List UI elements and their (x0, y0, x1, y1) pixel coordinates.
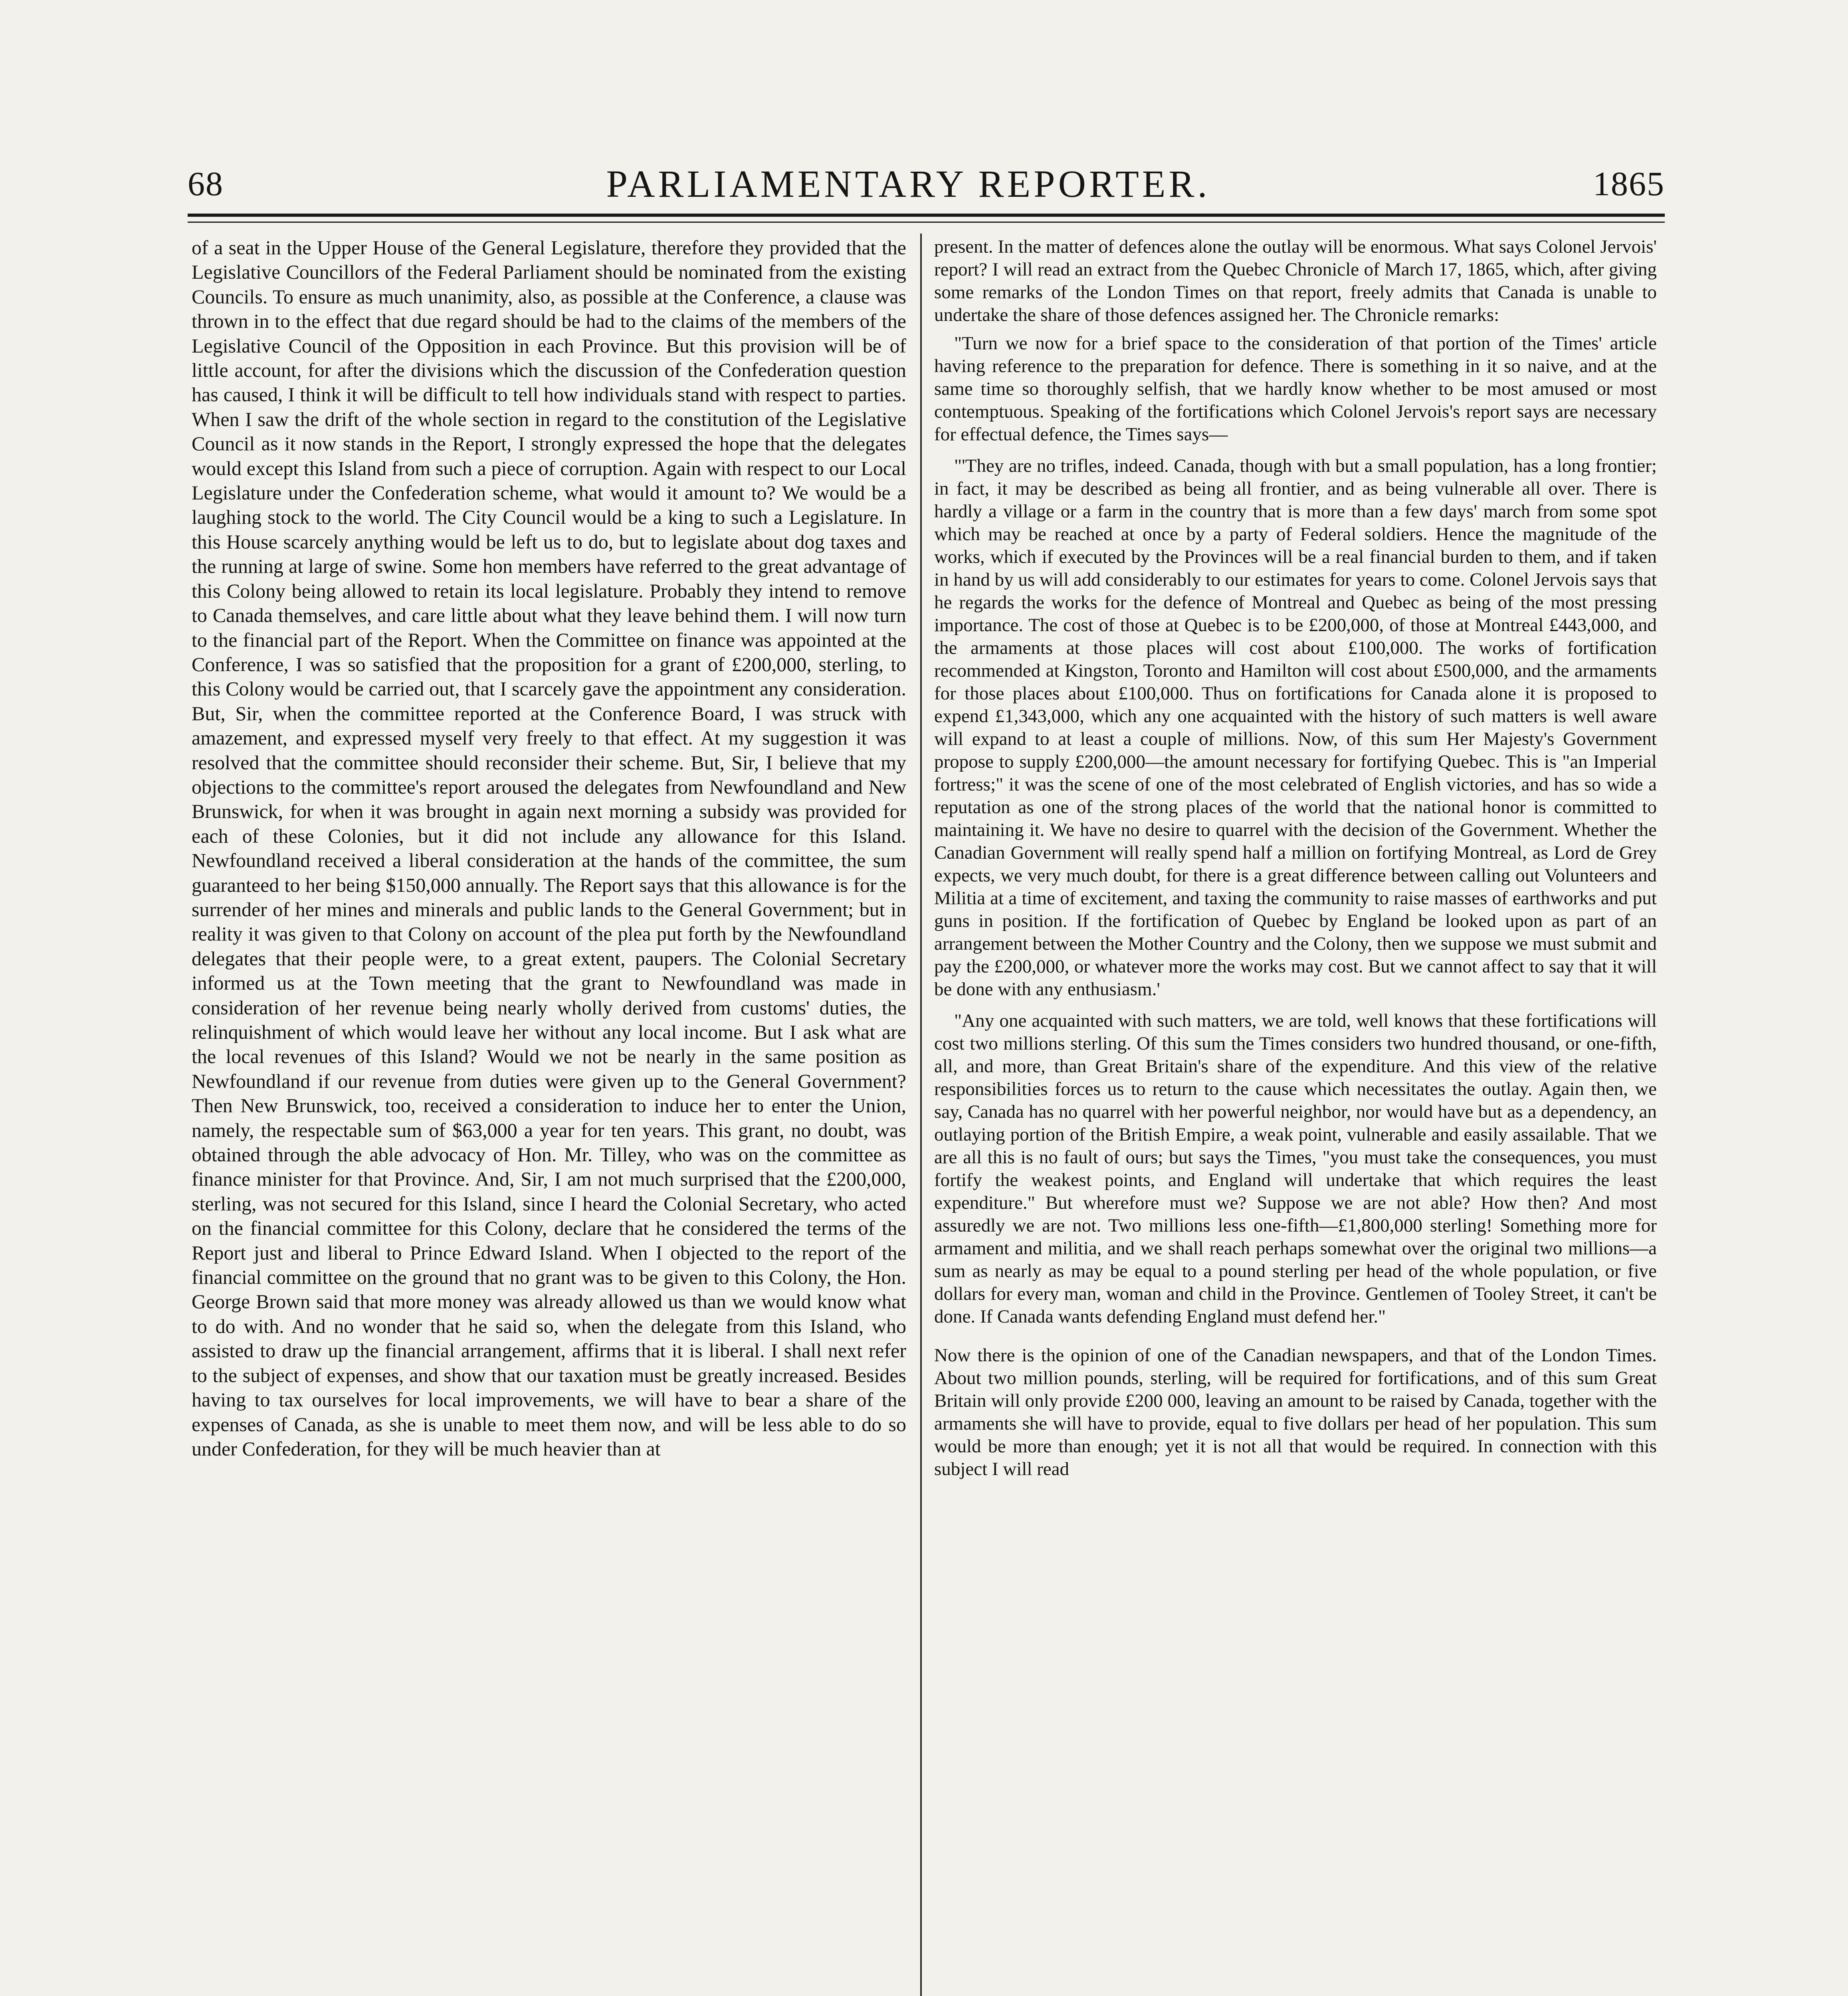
quoted-passage-chronicle: "Turn we now for a brief space to the consideration of that portion of the Times' article having reference to the preparation for defence. There is something in it so naive, and at the same time so thoroughly selfish, that we hardly know whether to be most amused or most contemptuous. Speaking of the fortifications which Colonel Jervois's report says are necessary for effectual defence, the Times says— (934, 333, 1657, 445)
quoted-passage-chronicle-continued: "Any one acquainted with such matters, we are told, well knows that these fortifications will cost two millions sterling. Of this sum the Times considers two hundred thousand, or one-fifth, all, and more, than Great Britain's share of the expenditure. And this view of the relative responsibilities forces us to return to the cause which necessitates the outlay. Again then, we say, Canada has no quarrel with her powerful neighbor, nor would have but as a dependency, an outlaying portion of the British Empire, a weak point, vulnerable and easily assailable. That we are all this is no fault of ours; but says the Times, "you must take the consequences, you must fortify the weakest points, and England will undertake that which requires the least expenditure." But wherefore must we? Suppose we are not able? How then? And most assuredly we are not. Two millions less one-fifth—£1,800,000 sterling! Something more for armament and militia, and we shall reach perhaps somewhat over the original two millions—a sum as nearly as may be equal to a pound sterling per head of the whole population, or five dollars for every man, woman and child in the Province. Gentlemen of Tooley Street, it can't be done. If Canada wants defending England must defend her." (934, 1010, 1657, 1327)
left-column-text: of a seat in the Upper House of the General Legislature, therefore they provided that the Legislative Councillors of the Federal Parliament should be nominated from the existing Councils. To ensure as much unanimity, also, as possible at the Conference, a clause was thrown in to the effect that due regard should be had to the claims of the members of the Legislative Council of the Opposition in each Province. But this provision will be of little account, for after the divisions which the discussion of the Confederation question has caused, I think it will be difficult to tell how individuals stand with respect to parties. When I saw the drift of the whole section in regard to the constitution of the Legislative Council as it now stands in the Report, I strongly expressed the hope that the delegates would except this Island from such a piece of corruption. Again with respect to our Local Legislature under the Confederation scheme, what would it amount to? We would be a laughing stock to the world. The City Council would be a king to such a Legislature. In this House scarcely anything would be left us to do, but to legislate about dog taxes and the running at large of swine. Some hon members have referred to the great advantage of this Colony being allowed to retain its local legislature. Probably they intend to remove to Canada themselves, and care little about what they leave behind them. I will now turn to the financial part of the Report. When the Committee on finance was appointed at the Conference, I was so satisfied that the proposition for a grant of £200,000, sterling, to this Colony would be carried out, that I scarcely gave the appointment any consideration. But, Sir, when the committee reported at the Conference Board, I was struck with amazement, and expressed myself very freely to that effect. At my suggestion it was resolved that the committee should reconsider their scheme. But, Sir, I believe that my objections to the committee's report aroused the delegates from Newfoundland and New Brunswick, for when it was brought in again next morning a subsidy was provided for each of these Colonies, but it did not include any allowance for this Island. Newfoundland received a liberal consideration at the hands of the committee, the sum guaranteed to her being $150,000 annually. The Report says that this allowance is for the surrender of her mines and minerals and public lands to the General Government; but in reality it was given to that Colony on account of the plea put forth by the Newfoundland delegates that their people were, to a great extent, paupers. The Colonial Secretary informed us at the Town meeting that the grant to Newfoundland was made in consideration of her revenue being nearly wholly derived from customs' duties, the relinquishment of which would leave her without any local income. But I ask what are the local revenues of this Island? Would we not be nearly in the same position as Newfoundland if our revenue from duties were given up to the General Government? Then New Brunswick, too, received a consideration to induce her to enter the Union, namely, the respectable sum of $63,000 a year for ten years. This grant, no doubt, was obtained through the able advocacy of Hon. Mr. Tilley, who was on the committee as finance minister for that Province. And, Sir, I am not much surprised that the £200,000, sterling, was not secured for this Island, since I heard the Colonial Secretary, who acted on the financial committee for this Colony, declare that he considered the terms of the Report just and liberal to Prince Edward Island. When I objected to the report of the financial committee on the ground that no grant was to be given to this Colony, the Hon. George Brown said that more money was already allowed us than we would know what to do with. And no wonder that he said so, when the delegate from this Island, who assisted to draw up the financial arrangement, affirms that it is liberal. I shall next refer to the subject of expenses, and show that our taxation must be greatly increased. Besides having to tax ourselves for local improvements, we will have to bear a share of the expenses of Canada, as she is unable to meet them now, and will be less able to do so under Confederation, for they will be much heavier than at (192, 236, 906, 1460)
right-column-intro: present. In the matter of defences alone the outlay will be enormous. What says Colonel Jervois' report? I will read an extract from the Quebec Chronicle of March 17, 1865, which, after giving some remarks of the London Times on that report, freely admits that Canada is unable to undertake the share of those defences assigned her. The Chronicle remarks: (934, 236, 1657, 325)
publication-title: PARLIAMENTARY REPORTER. (606, 162, 1210, 205)
header-rule (188, 214, 1665, 217)
right-column-closing-text: Now there is the opinion of one of the Canadian newspapers, and that of the London Times. About two million pounds, sterling, will be required for fortifications, and of this sum Great Britain will only provide £200 000, leaving an amount to be raised by Canada, together with the armaments she will have to provide, equal to five dollars per head of her population. This sum would be more than enough; yet it is not all that would be required. In connection with this subject I will read (934, 1345, 1657, 1479)
page-number: 68 (188, 164, 224, 203)
left-column (192, 236, 906, 1996)
quoted-passage-times: "'They are no trifles, indeed. Canada, though with but a small population, has a long frontier; in fact, it may be described as being all frontier, and as being vulnerable all over. There is hardly a village or a farm in the country that is more than a few days' march from some spot which may be reached at once by a party of Federal soldiers. Hence the magnitude of the works, which if executed by the Provinces will be a real financial burden to them, and if taken in hand by us will add considerably to our estimates for years to come. Colonel Jervois says that he regards the works for the defence of Montreal and Quebec as being of the most pressing importance. The cost of those at Quebec is to be £200,000, of those at Montreal £443,000, and the armaments at those places will cost about £100,000. The works of fortification recommended at Kingston, Toronto and Hamilton will cost about £500,000, and the armaments for those places about £100,000. Thus on fortifications for Canada alone it is proposed to expend £1,343,000, which any one acquainted with the history of such matters is well aware will expand to at least a couple of millions. Now, of this sum Her Majesty's Government propose to supply £200,000—the amount necessary for fortifying Quebec. This is "an Imperial fortress;" it was the scene of one of the most celebrated of English victories, and has so wide a reputation as one of the strong places of the world that the national honor is committed to maintaining it. We have no desire to quarrel with the decision of the Government. Whether the Canadian Government will really spend half a million on fortifying Montreal, as Lord de Grey expects, we very much doubt, for there is a great difference between calling out Volunteers and Militia at a time of excitement, and taxing the community to raise masses of earthworks and put guns in position. If the fortification of Quebec by England be looked upon as part of an arrangement between the Mother Country and the Colony, then we suppose we must submit and pay the £200,000, or whatever more the works may cost. But we cannot affect to say that it will be done with any enthusiasm.' (934, 455, 1657, 1000)
page-header (188, 160, 1665, 208)
header-rule-thin (188, 222, 1665, 223)
column-divider (920, 234, 922, 1996)
right-column (934, 236, 1657, 1996)
page-year: 1865 (1592, 164, 1665, 203)
